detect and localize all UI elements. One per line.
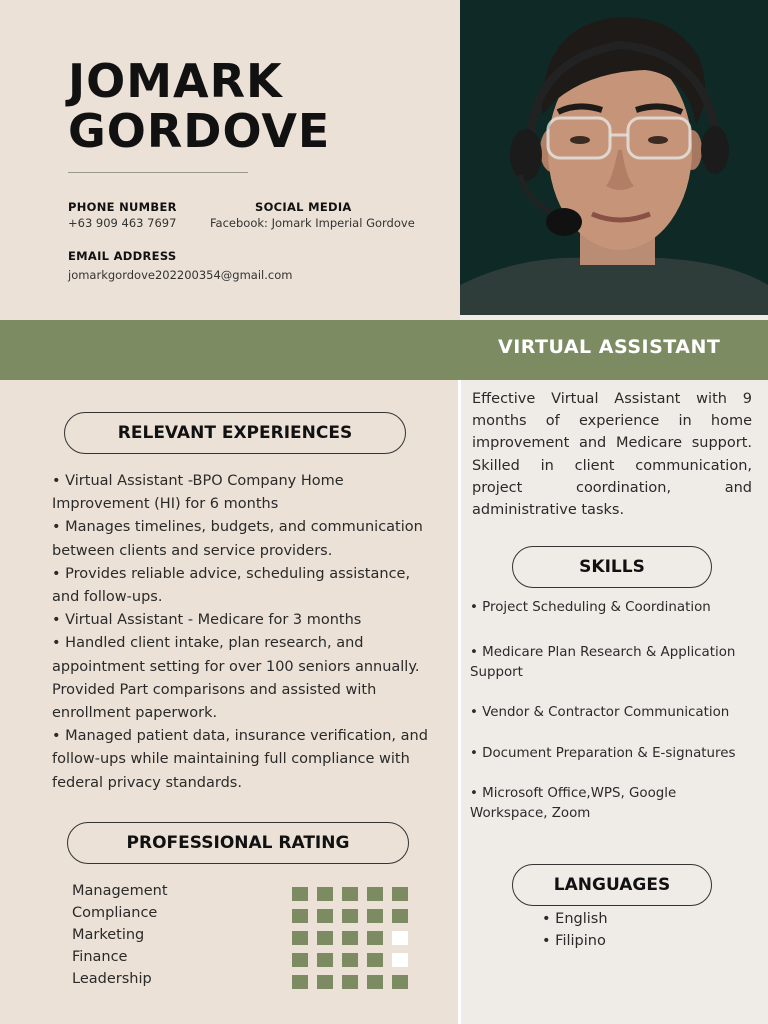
email-value[interactable]: jomarkgordove202200354@gmail.com (68, 268, 293, 282)
social-value[interactable]: Facebook: Jomark Imperial Gordove (210, 216, 415, 230)
skill-item: • Project Scheduling & Coordination (470, 600, 711, 615)
experience-line: • Virtual Assistant -BPO Company Home (52, 473, 344, 489)
experience-line: • Virtual Assistant - Medicare for 3 months (52, 612, 362, 629)
rating-square (317, 887, 333, 901)
rating-label: Finance (72, 949, 128, 965)
phone-label: PHONE NUMBER (68, 200, 177, 214)
person-name (68, 56, 330, 156)
first-name: JOMARK (68, 54, 283, 108)
experience-line: enrollment paperwork. (52, 705, 218, 722)
languages-heading: LANGUAGES (512, 864, 712, 906)
rating-square (367, 975, 383, 989)
column-divider (458, 380, 461, 1024)
rating-label: Compliance (72, 905, 158, 921)
rating-square (292, 953, 308, 967)
rating-square (292, 909, 308, 923)
experience-line: appointment setting for over 100 seniors annually. (52, 658, 420, 675)
email-label: EMAIL ADDRESS (68, 249, 177, 263)
rating-square (392, 909, 408, 923)
rating-square (292, 887, 308, 901)
experience-line: Provided Part comparisons and assisted with (52, 681, 377, 698)
skill-item: • Vendor & Contractor Communication (470, 705, 730, 720)
rating-square (392, 975, 408, 989)
experience-line: • Provides reliable advice, scheduling assistance, (52, 565, 411, 582)
experience-line: and follow-ups. (52, 589, 163, 606)
rating-square (342, 909, 358, 923)
rating-square (367, 931, 383, 945)
rating-square (342, 931, 358, 945)
skill-item: • Medicare Plan Research & Application Support (470, 645, 736, 680)
role-title: VIRTUAL ASSISTANT (498, 336, 721, 358)
experience-line: • Managed patient data, insurance verification, and (52, 728, 428, 745)
name-divider (68, 172, 248, 173)
rating-square (392, 931, 408, 945)
rating-square (342, 887, 358, 901)
rating-square (292, 975, 308, 989)
experience-line: • Manages timelines, budgets, and communication (52, 519, 423, 536)
rating-square (392, 953, 408, 967)
experience-line: follow-ups while maintaining full compliance with (52, 751, 410, 768)
rating-label: Leadership (72, 971, 152, 987)
rating-heading: PROFESSIONAL RATING (67, 822, 409, 864)
rating-square (367, 953, 383, 967)
rating-label: Management (72, 883, 168, 899)
last-name: GORDOVE (68, 104, 331, 158)
skills-heading: SKILLS (512, 546, 712, 588)
profile-photo (460, 0, 768, 315)
rating-square (367, 887, 383, 901)
experience-list (52, 470, 432, 795)
rating-square (317, 975, 333, 989)
experience-heading: RELEVANT EXPERIENCES (64, 412, 406, 454)
experience-line: Improvement (HI) for 6 months (52, 496, 279, 513)
social-label: SOCIAL MEDIA (255, 200, 352, 214)
phone-value[interactable]: +63 909 463 7697 (68, 216, 177, 230)
rating-square (367, 909, 383, 923)
language-item: • English (542, 911, 608, 927)
language-item: • Filipino (542, 933, 606, 949)
rating-square (317, 953, 333, 967)
profile-summary: Effective Virtual Assistant with 9 months of experience in home improvement and Medicare support. Skilled in client communication, project coordination, and administrative tasks. (472, 391, 752, 519)
rating-square (317, 909, 333, 923)
rating-label: Marketing (72, 927, 145, 943)
rating-square (392, 887, 408, 901)
rating-square (292, 931, 308, 945)
experience-line: between clients and service providers. (52, 542, 333, 559)
skill-item: • Document Preparation & E-signatures (470, 746, 736, 761)
skill-item: • Microsoft Office,WPS, Google Workspace, Zoom (470, 786, 677, 821)
rating-square (342, 953, 358, 967)
experience-line: federal privacy standards. (52, 774, 242, 791)
rating-square (342, 975, 358, 989)
rating-square (317, 931, 333, 945)
experience-line: • Handled client intake, plan research, and (52, 635, 364, 652)
